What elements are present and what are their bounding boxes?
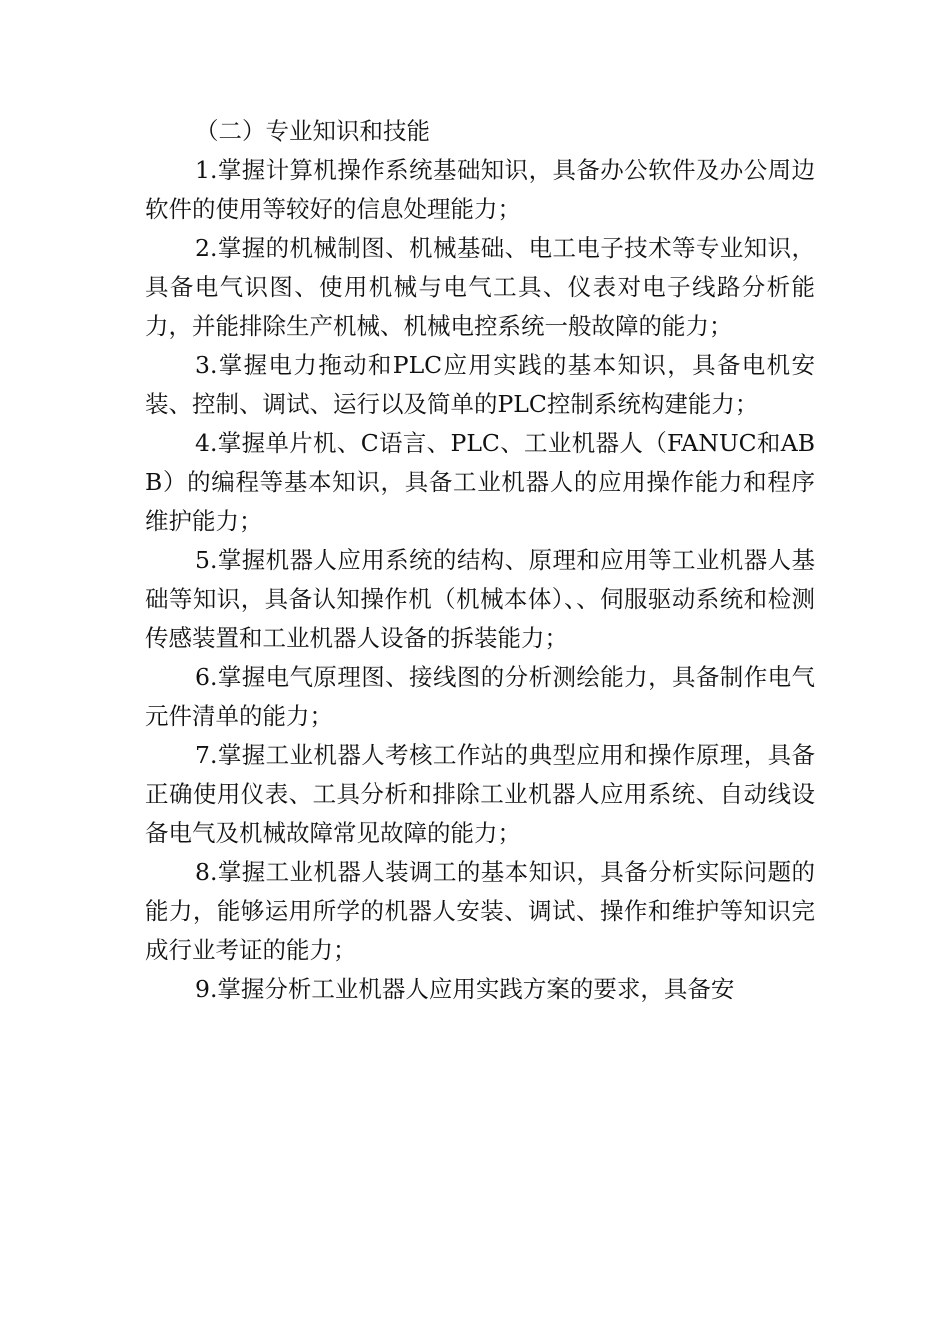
document-body	[145, 112, 815, 1009]
paragraph-4: 4.掌握单片机、C语言、PLC、工业机器人（FANUC和ABB）的编程等基本知识，具备工业机器人的应用操作能力和程序维护能力；	[145, 429, 815, 535]
paragraph-9: 9.掌握分析工业机器人应用实践方案的要求，具备安	[195, 975, 735, 1003]
paragraph-6: 6.掌握电气原理图、接线图的分析测绘能力，具备制作电气元件清单的能力；	[145, 663, 815, 730]
paragraph-8: 8.掌握工业机器人装调工的基本知识，具备分析实际问题的能力，能够运用所学的机器人安装、调试、操作和维护等知识完成行业考证的能力；	[145, 858, 815, 964]
paragraph-5: 5.掌握机器人应用系统的结构、原理和应用等工业机器人基础等知识，具备认知操作机（机械本体）、、伺服驱动系统和检测传感装置和工业机器人设备的拆装能力；	[145, 546, 815, 652]
paragraph-7: 7.掌握工业机器人考核工作站的典型应用和操作原理，具备正确使用仪表、工具分析和排除工业机器人应用系统、自动线设备电气及机械故障常见故障的能力；	[145, 741, 815, 847]
paragraph-1: 1.掌握计算机操作系统基础知识，具备办公软件及办公周边软件的使用等较好的信息处理能力；	[145, 156, 815, 223]
paragraph-2: 2.掌握的机械制图、机械基础、电工电子技术等专业知识，具备电气识图、使用机械与电气工具、仪表对电子线路分析能力，并能排除生产机械、机械电控系统一般故障的能力；	[145, 234, 815, 340]
paragraph-3: 3.掌握电力拖动和PLC应用实践的基本知识，具备电机安装、控制、调试、运行以及简单的PLC控制系统构建能力；	[145, 351, 815, 418]
section-heading: （二）专业知识和技能	[195, 117, 430, 145]
